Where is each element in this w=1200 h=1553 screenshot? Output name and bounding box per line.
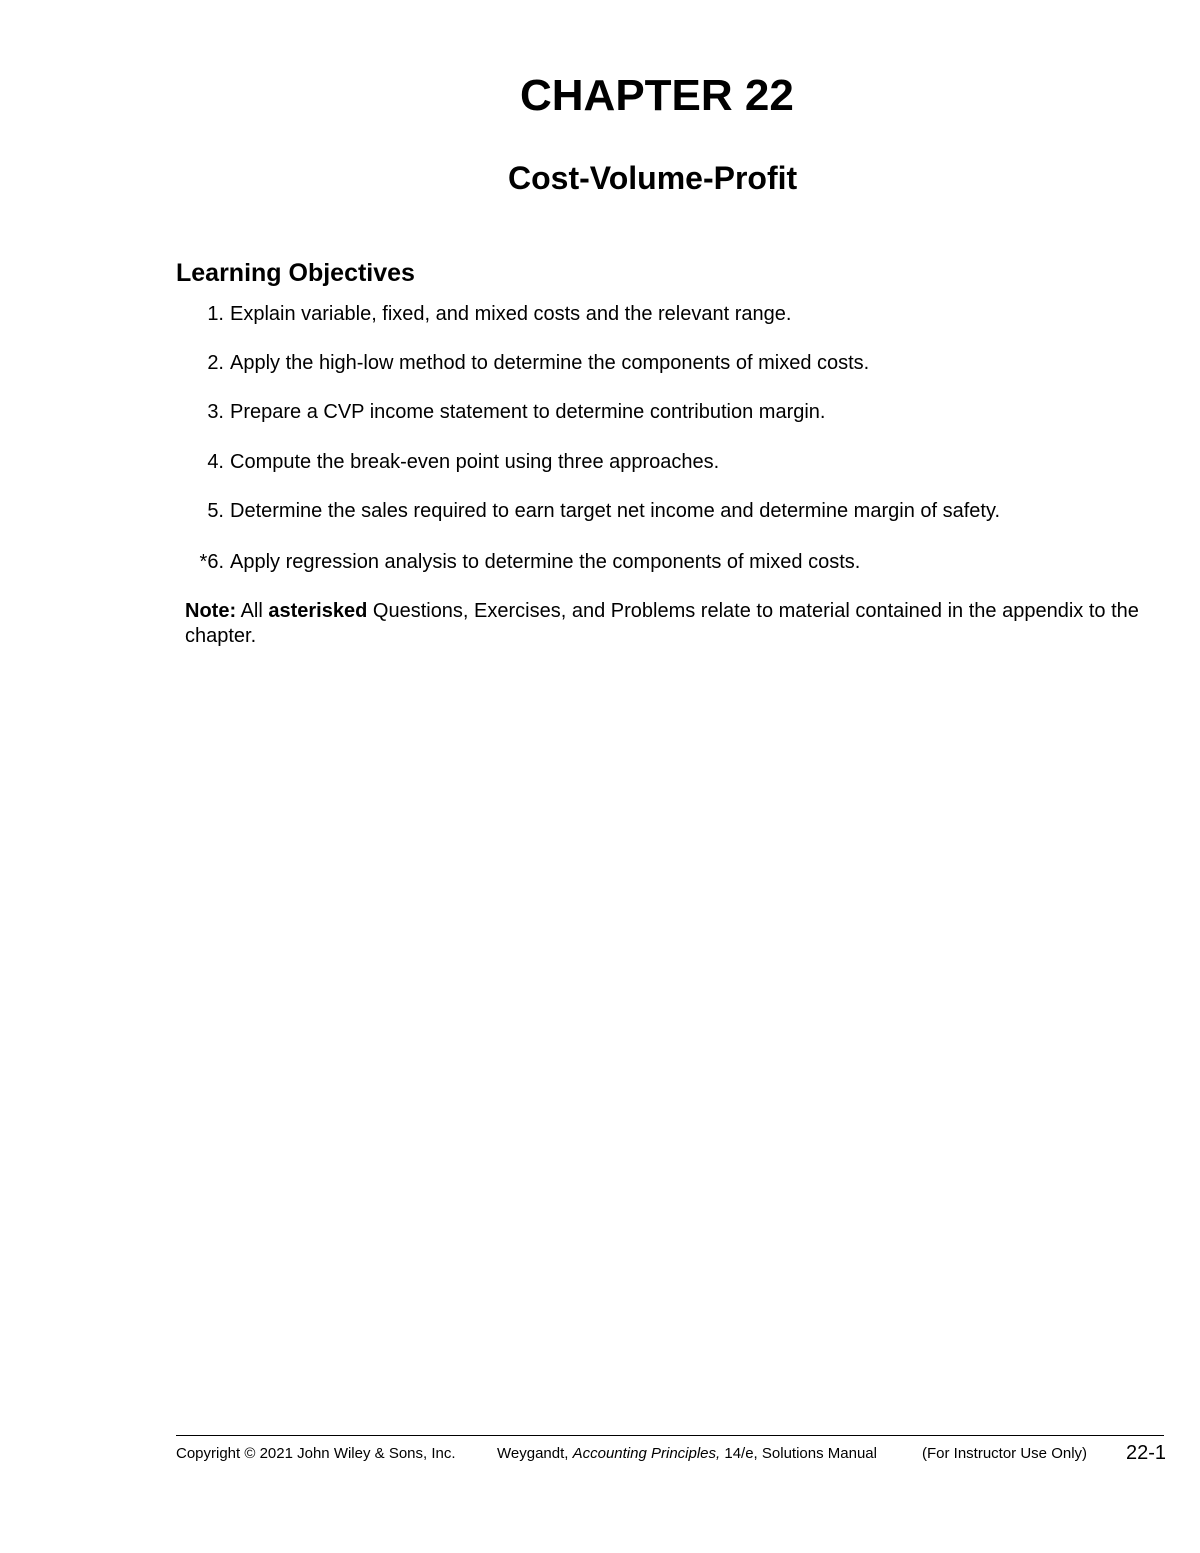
footer-book-title: Accounting Principles, bbox=[572, 1445, 721, 1462]
footer-divider bbox=[176, 1435, 1164, 1436]
note-text-before: All bbox=[236, 600, 269, 622]
learning-objective-2 bbox=[176, 350, 869, 376]
objective-number: 1. bbox=[207, 303, 224, 325]
learning-objective-1 bbox=[176, 301, 791, 327]
footer-book-info bbox=[497, 1444, 877, 1464]
note-text-after: Questions, Exercises, and Problems relate to material contained in the appendix to the chapter. bbox=[185, 600, 1139, 647]
objective-text: Compute the break-even point using three approaches. bbox=[230, 451, 720, 473]
objective-number: 4. bbox=[207, 451, 224, 473]
learning-objective-6 bbox=[176, 549, 860, 575]
note-label: Note: bbox=[185, 600, 237, 622]
footer-book-edition: 14/e, Solutions Manual bbox=[720, 1445, 877, 1462]
objective-text: Apply regression analysis to determine the components of mixed costs. bbox=[230, 551, 861, 573]
note-emphasis: asterisked bbox=[268, 600, 368, 622]
appendix-note bbox=[185, 599, 1170, 649]
objective-number: 2. bbox=[207, 352, 224, 374]
objective-number: 5. bbox=[207, 500, 224, 522]
learning-objective-4 bbox=[176, 449, 719, 475]
footer-copyright: Copyright © 2021 John Wiley & Sons, Inc. bbox=[176, 1445, 456, 1462]
objective-text: Prepare a CVP income statement to determine contribution margin. bbox=[230, 401, 826, 423]
objective-number: *6. bbox=[199, 551, 224, 573]
learning-objective-5 bbox=[176, 498, 1000, 524]
objective-number: 3. bbox=[207, 401, 224, 423]
objective-text: Explain variable, fixed, and mixed costs and the relevant range. bbox=[230, 303, 792, 325]
objective-text: Apply the high-low method to determine the components of mixed costs. bbox=[230, 352, 870, 374]
footer-book-author: Weygandt, bbox=[497, 1445, 573, 1462]
learning-objectives-heading: Learning Objectives bbox=[176, 259, 415, 287]
chapter-subtitle: Cost-Volume-Profit bbox=[508, 160, 798, 196]
objective-text: Determine the sales required to earn target net income and determine margin of safety. bbox=[230, 500, 1001, 522]
chapter-title: CHAPTER 22 bbox=[520, 71, 794, 120]
learning-objective-3 bbox=[176, 399, 826, 425]
footer-usage: (For Instructor Use Only) bbox=[922, 1445, 1088, 1462]
page-number: 22-1 bbox=[1125, 1442, 1166, 1464]
